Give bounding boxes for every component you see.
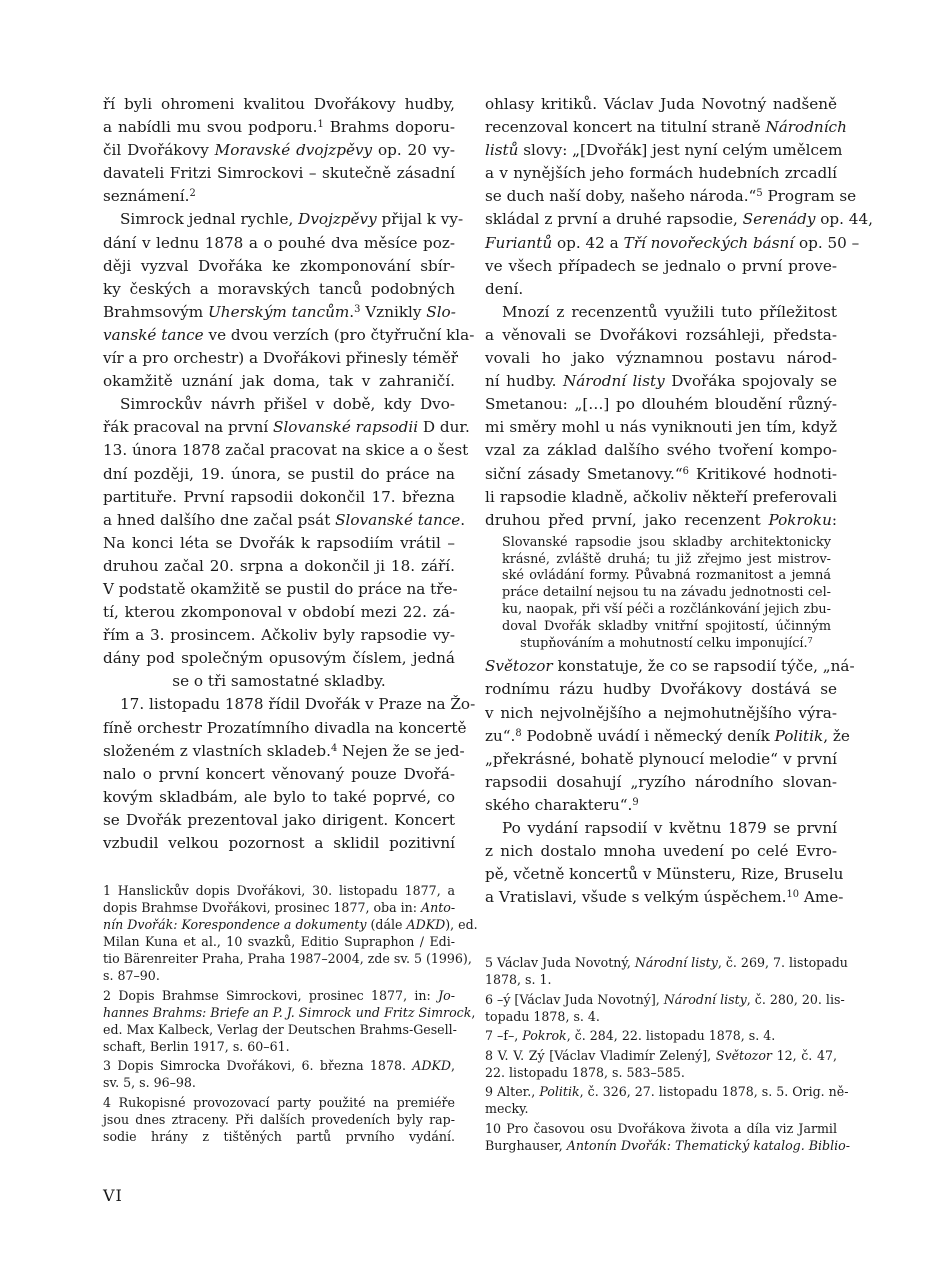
body-text-line: vzbudil velkou pozornost a sklidil pozitivní	[103, 834, 455, 852]
body-text-line: V podstatě okamžitě se pustil do práce na tře-	[103, 579, 458, 598]
footnote-line: dopis Brahmse Dvořákovi, prosinec 1877, oba in: Anto-	[103, 900, 456, 915]
footnote-line: schaft, Berlin 1917, s. 60–61.	[103, 1038, 290, 1054]
body-text-line: se o tři samostatné skladby.	[172, 672, 386, 691]
footnote-line: 3 Dopis Simrocka Dvořákovi, 6. března 1878. ADKD,	[103, 1058, 455, 1073]
body-text-line: Furiantů op. 42 a Tří novořeckých básní op. 50 –	[485, 233, 860, 252]
body-text-line: seznámení.$^2$	[103, 187, 196, 206]
block-quote-line: krásné, zvláště druhá; tu již zřejmo jest mistrov-	[502, 551, 831, 567]
body-text-line: rodnímu rázu hudby Dvořákovy dostává se	[485, 680, 837, 699]
body-text-line: a v nynějších jeho formách hudebních zrcadlí	[485, 164, 837, 183]
footnote-line: sv. 5, s. 96–98.	[103, 1075, 196, 1090]
body-text-line: dní později, 19. února, se pustil do práce na	[103, 464, 455, 483]
footnote-line: 22. listopadu 1878, s. 583–585.	[485, 1064, 685, 1080]
footnotes-right	[485, 954, 850, 1154]
body-text-line: Mnozí z recenzentů využili tuto příležitost	[502, 302, 837, 321]
body-text-line: ve všech případech se jednalo o první prove-	[485, 256, 837, 275]
footnote-line: 1 Hanslickův dopis Dvořákovi, 30. listopadu 1877, a	[103, 883, 455, 898]
footnote-line: hannes Brahms: Briefe an P. J. Simrock und Fritz Simrock,	[103, 1004, 476, 1020]
body-text-line: skládal z první a druhé rapsodie, Serenády op. 44,	[485, 210, 873, 229]
body-text-line: Světozor konstatuje, že co se rapsodií týče, „ná-	[485, 657, 855, 676]
body-text-line: mi směry mohl u nás vyniknouti jen tím, když	[485, 418, 837, 437]
body-text-line: nalo o první koncert věnovaný pouze Dvořá-	[103, 764, 455, 783]
footnote-line: sodie hrány z tištěných partů prvního vydání.	[103, 1128, 455, 1144]
block-quote-line: Slovanské rapsodie jsou skladby architektonicky	[502, 534, 831, 550]
body-text-line: vanské tance ve dvou verzích (pro čtyřruční kla-	[103, 325, 475, 344]
body-text-line: vovali ho jako významnou postavu národ-	[485, 349, 837, 368]
body-text-line: Simrockův návrh přišel v době, kdy Dvo-	[120, 395, 455, 414]
body-text-line: dání v lednu 1878 a o pouhé dva měsíce poz-	[103, 233, 455, 252]
body-text-line: siční zásady Smetanovy.“$^6$ Kritikové hodnoti-	[485, 464, 837, 483]
block-quote-line: ku, naopak, při vší péči a rozčlánkování jejich zbu-	[502, 601, 831, 617]
body-text-line: vír a pro orchestr) a Dvořákovi přinesly téměř	[103, 349, 459, 368]
body-text-line: dení.	[485, 279, 524, 298]
body-text-line: ří byli ohromeni kvalitou Dvořákovy hudby,	[103, 95, 455, 113]
footnote-line: Milan Kuna et al., 10 svazků, Editio Supraphon / Edi-	[103, 934, 455, 949]
footnote-line: 1878, s. 1.	[485, 972, 552, 987]
body-text-line: zu“.$^8$ Podobně uvádí i německý deník Politik, že	[485, 726, 850, 745]
body-text-line: 17. listopadu 1878 řídil Dvořák v Praze na Žo-	[120, 695, 476, 714]
footnote-line: tio Bärenreiter Praha, Praha 1987–2004, zde sv. 5 (1996),	[103, 951, 472, 966]
body-text-line: ky českých a moravských tanců podobných	[103, 279, 455, 298]
body-text-line: rapsodii dosahují „ryzího národního slovan-	[485, 772, 837, 791]
footnote-line: 10 Pro časovou osu Dvořákova života a díla viz Jarmil	[485, 1120, 837, 1136]
footnote-line: 7 –f–, Pokrok, č. 284, 22. listopadu 1878, s. 4.	[485, 1028, 776, 1043]
body-text-line: z nich dostalo mnoha uvedení po celé Evro-	[485, 842, 837, 861]
body-text-line: li rapsodie kladně, ačkoliv někteří preferovali	[485, 487, 837, 506]
body-text-line: druhou před první, jako recenzent Pokroku:	[485, 510, 837, 529]
footnote-line: mecky.	[485, 1101, 529, 1116]
body-text-line: Na konci léta se Dvořák k rapsodiím vrátil –	[103, 533, 455, 552]
footnote-line: 4 Rukopisné provozovací party použité na premiéře	[103, 1094, 455, 1110]
body-text-line: složeném z vlastních skladeb.$^4$ Nejen že se jed-	[103, 741, 465, 760]
body-text-line: ní hudby. Národní listy Dvořáka spojovaly se	[485, 372, 837, 391]
body-text-line: davateli Fritzi Simrockovi – skutečně zásadní	[103, 164, 455, 183]
page-number: VI	[103, 1186, 123, 1205]
body-text-line: se Dvořák prezentoval jako dirigent. Koncert	[103, 810, 455, 829]
body-text-line: Simrock jednal rychle, Dvojzpěvy přijal k vy-	[120, 210, 464, 229]
body-text-line: Po vydání rapsodií v květnu 1879 se první	[502, 819, 837, 838]
body-text-line: okamžitě uznání jak doma, tak v zahraničí.	[103, 372, 455, 391]
body-text-line: listů slovy: „[Dvořák] jest nyní celým umělcem	[485, 141, 843, 160]
body-text-line: „překrásné, bohatě plynoucí melodie“ v první	[485, 749, 837, 768]
body-text-line: vzal za základ dalšího svého tvoření kompo-	[485, 441, 837, 460]
block-quote-line: práce detailní nejsou tu na závadu jednotnosti cel-	[502, 585, 831, 601]
body-text-line: řím a 3. prosincem. Ačkoliv byly rapsodie vy-	[103, 626, 455, 645]
body-text-line: dány pod společným opusovým číslem, jedná	[103, 649, 455, 668]
body-text-line: 13. února 1878 začal pracovat na skice a o šest	[103, 441, 469, 460]
body-text-line: druhou začal 20. srpna a dokončil ji 18. září.	[103, 556, 455, 575]
body-text-line: a věnovali se Dvořákovi rozsáhleji, předsta-	[485, 325, 837, 344]
footnote-line: jsou dnes ztraceny. Při dalších provedeních byly rap-	[103, 1111, 455, 1127]
footnote-line: 8 V. V. Zý [Václav Vladimír Zelený], Světozor 12, č. 47,	[485, 1047, 837, 1063]
body-text-right-column	[485, 93, 873, 909]
body-text-line: a nabídli mu svou podporu.$^1$ Brahms doporu-	[103, 118, 455, 137]
body-text-line: ději vyzval Dvořáka ke zkomponování sbír-	[103, 256, 455, 275]
body-text-line: ského charakteru“.$^9$	[485, 795, 639, 814]
body-text-line: a hned dalšího dne začal psát Slovanské tance.	[103, 510, 466, 529]
footnote-line: Burghauser, Antonín Dvořák: Thematický katalog. Biblio-	[485, 1137, 850, 1153]
block-quote-line: stupňováním a mohutností celku imponující.$^7$	[520, 634, 813, 651]
body-text-line: fíně orchestr Prozatímního divadla na koncertě	[103, 718, 467, 737]
body-text-line: partituře. První rapsodii dokončil 17. března	[103, 487, 455, 506]
footnote-line: topadu 1878, s. 4.	[485, 1008, 600, 1024]
footnote-line: nín Dvořák: Korespondence a dokumenty (dále ADKD), ed.	[103, 917, 478, 932]
footnote-line: ed. Max Kalbeck, Verlag der Deutschen Brahms-Gesell-	[103, 1021, 457, 1037]
footnote-line: 2 Dopis Brahmse Simrockovi, prosinec 1877, in: Jo-	[103, 987, 455, 1003]
body-text-line: kovým skladbám, ale bylo to také poprvé, co	[103, 787, 455, 806]
footnote-line: 6 –ý [Václav Juda Novotný], Národní listy, č. 280, 20. lis-	[485, 991, 845, 1007]
body-text-line: Brahmsovým Uherským tancům.$^3$ Vznikly Slo-	[103, 302, 456, 321]
footnote-line: 5 Václav Juda Novotný, Národní listy, č. 269, 7. listopadu	[485, 955, 848, 970]
body-text-left-column	[103, 93, 476, 855]
body-text-line: čil Dvořákovy Moravské dvojzpěvy op. 20 vy-	[103, 141, 455, 160]
body-text-line: pě, včetně koncertů v Münsteru, Rize, Bruselu	[485, 865, 844, 884]
block-quote-line: ské ovládání formy. Půvabná rozmanitost a jemná	[502, 568, 831, 584]
body-text-line: a Vratislavi, všude s velkým úspěchem.$^{10}$ Ame-	[485, 888, 844, 907]
body-text-line: se duch naší doby, našeho národa.“$^5$ Program se	[485, 187, 857, 206]
footnote-line: 9 Alter., Politik, č. 326, 27. listopadu 1878, s. 5. Orig. ně-	[485, 1084, 849, 1099]
body-text-line: recenzoval koncert na titulní straně Národních	[485, 118, 847, 137]
footnotes-left	[103, 882, 478, 1145]
body-text-line: ohlasy kritiků. Václav Juda Novotný nadšeně	[485, 95, 837, 113]
body-text-line: Smetanou: „[…] po dlouhém bloudění různý-	[485, 395, 837, 414]
footnote-line: s. 87–90.	[103, 968, 160, 983]
body-text-line: v nich nejvolnějšího a nejmohutnějšího výra-	[485, 703, 837, 722]
body-text-line: tí, kterou zkomponoval v období mezi 22. zá-	[103, 603, 455, 622]
block-quote-line: doval Dvořák skladby vnitřní spojitostí, účinným	[502, 618, 831, 634]
body-text-line: řák pracoval na první Slovanské rapsodii D dur.	[103, 418, 470, 437]
